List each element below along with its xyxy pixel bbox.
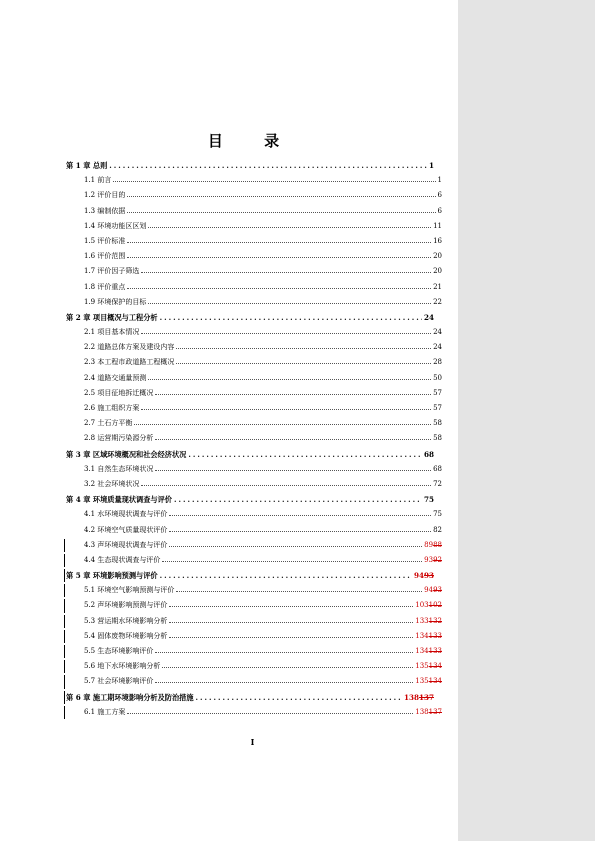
toc-dot-leader: [155, 647, 413, 653]
toc-section-entry[interactable]: [66, 431, 442, 446]
toc-page-number: 57: [433, 388, 442, 397]
inserted-page-number: 135: [415, 662, 429, 671]
toc-section-entry[interactable]: [66, 234, 442, 249]
toc-page-number: 24: [433, 328, 442, 337]
toc-entry-label: 1.8 评价重点: [84, 282, 126, 291]
toc-page-number: 58: [433, 419, 442, 428]
toc-chapter-entry[interactable]: [66, 158, 442, 173]
inserted-page-number: 94: [424, 586, 434, 595]
toc-entry-label: 第 2 章 项目概况与工程分析: [66, 312, 158, 322]
toc-section-entry[interactable]: [66, 249, 442, 264]
toc-section-entry[interactable]: [66, 264, 442, 279]
toc-entry-label: 1.7 评价因子筛选: [84, 267, 140, 276]
toc-dot-leader: [127, 708, 413, 714]
toc-dot-leader: [196, 690, 402, 705]
toc-page-number: 20: [433, 252, 442, 261]
toc-entry-label: 5.1 环境空气影响预测与评价: [84, 586, 175, 595]
toc-page-number: 68: [433, 464, 442, 473]
toc-section-entry[interactable]: [66, 538, 442, 553]
toc-dot-leader: [162, 662, 413, 668]
toc-entry-label: 4.2 环境空气质量现状评价: [84, 525, 168, 534]
toc-entry-label: 1.2 评价目的: [84, 191, 126, 200]
toc-page-number: 24: [433, 343, 442, 352]
toc-entry-label: 5.7 社会环境影响评价: [84, 677, 154, 686]
toc-entry-label: 1.9 环境保护的目标: [84, 297, 147, 306]
toc-page-number: [415, 674, 442, 689]
toc-entry-label: 4.1 水环境现状调查与评价: [84, 510, 168, 519]
toc-chapter-entry[interactable]: [66, 447, 442, 462]
toc-page-number: [414, 568, 442, 583]
toc-page-number: 82: [433, 525, 442, 534]
toc-dot-leader: [169, 541, 422, 547]
toc-page-number: 21: [433, 282, 442, 291]
toc-dot-leader: [109, 158, 427, 173]
toc-section-entry[interactable]: [66, 598, 442, 613]
toc-section-entry[interactable]: [66, 659, 442, 674]
toc-dot-leader: [176, 359, 431, 365]
toc-section-entry[interactable]: [66, 386, 442, 401]
toc-dot-leader: [113, 176, 435, 182]
toc-section-entry[interactable]: [66, 462, 442, 477]
toc-page-number: 75: [423, 495, 434, 505]
toc-page-number: 11: [433, 221, 442, 230]
toc-section-entry[interactable]: [66, 553, 442, 568]
toc-page-number: 50: [433, 373, 442, 382]
toc-page-number: [424, 538, 442, 553]
deleted-page-number: 137: [418, 692, 434, 702]
toc-page-number: [404, 690, 442, 705]
toc-dot-leader: [148, 374, 431, 380]
toc-entry-label: 2.4 道路交通量预测: [84, 373, 147, 382]
toc-dot-leader: [134, 419, 431, 425]
toc-dot-leader: [127, 283, 431, 289]
toc-dot-leader: [174, 492, 422, 507]
toc-entry-label: 5.4 固体废物环境影响分析: [84, 631, 168, 640]
toc-dot-leader: [155, 677, 413, 683]
toc-entry-label: 4.4 生态现状调查与评价: [84, 555, 161, 564]
inserted-page-number: 103: [415, 601, 429, 610]
toc-dot-leader: [148, 222, 431, 228]
inserted-page-number: 134: [415, 647, 429, 655]
toc-page-number: [415, 644, 442, 659]
toc-page-number: 20: [433, 267, 442, 276]
toc-dot-leader: [169, 510, 431, 516]
toc-dot-leader: [148, 298, 431, 304]
toc-section-entry[interactable]: [66, 295, 442, 310]
toc-section-entry[interactable]: [66, 173, 442, 188]
toc-entry-label: 1.4 环境功能区区划: [84, 221, 147, 230]
toc-section-entry[interactable]: [66, 371, 442, 386]
toc-entry-label: 3.1 自然生态环境状况: [84, 464, 154, 473]
deleted-page-number: 93: [433, 586, 442, 595]
toc-entry-label: 1.5 评价标准: [84, 236, 126, 245]
toc-dot-leader: [127, 191, 435, 197]
toc-section-entry[interactable]: [66, 355, 442, 370]
toc-page-number: 6: [437, 191, 442, 200]
toc-dot-leader: [141, 404, 431, 410]
toc-section-entry[interactable]: [66, 325, 442, 340]
inserted-page-number: 133: [415, 616, 429, 625]
toc-entry-label: 2.3 本工程市政道路工程概况: [84, 358, 175, 367]
toc-entry-label: 2.2 道路总体方案及建设内容: [84, 343, 175, 352]
toc-entry-label: 2.1 项目基本情况: [84, 328, 140, 337]
toc-entry-label: 第 1 章 总则: [66, 161, 108, 170]
toc-entry-label: 2.6 施工组织方案: [84, 404, 140, 412]
toc-section-entry[interactable]: [66, 644, 442, 659]
toc-chapter-entry[interactable]: [66, 310, 442, 325]
toc-title: 目 录: [207, 132, 298, 150]
toc-chapter-entry[interactable]: [66, 492, 442, 507]
toc-dot-leader: [160, 310, 422, 325]
deleted-page-number: 102: [428, 601, 442, 610]
toc-entry-label: 6.1 施工方案: [84, 707, 126, 716]
toc-entry-label: 5.5 生态环境影响评价: [84, 647, 154, 655]
toc-page-number: 16: [433, 236, 442, 245]
toc-entry-label: 4.3 声环境现状调查与评价: [84, 540, 168, 549]
toc-section-entry[interactable]: [66, 416, 442, 431]
inserted-page-number: 138: [403, 692, 419, 702]
toc-chapter-entry[interactable]: [66, 690, 442, 705]
toc-dot-leader: [155, 434, 431, 440]
toc-dot-leader: [169, 617, 413, 623]
toc-page-number: 1: [428, 161, 434, 170]
toc-dot-leader: [169, 632, 413, 638]
deleted-page-number: 137: [428, 707, 442, 716]
toc-entry-label: 3.2 社会环境状况: [84, 479, 140, 488]
toc-dot-leader: [127, 237, 431, 243]
deleted-page-number: 133: [428, 647, 442, 655]
toc-section-entry[interactable]: [66, 507, 442, 522]
inserted-page-number: 94: [413, 571, 424, 581]
toc-page-number: 72: [433, 479, 442, 488]
toc-entry-label: 第 3 章 区域环境概况和社会经济状况: [66, 449, 187, 459]
toc-page-number: 22: [433, 297, 442, 306]
toc-section-entry[interactable]: [66, 629, 442, 644]
toc-entry-label: 5.3 营运期水环境影响分析: [84, 616, 168, 625]
toc-page-number: 6: [437, 206, 442, 215]
toc-section-entry[interactable]: [66, 401, 442, 416]
toc-section-entry[interactable]: [66, 614, 442, 629]
toc-section-entry[interactable]: [66, 477, 442, 492]
toc-entry-label: 1.6 评价范围: [84, 252, 126, 261]
toc-dot-leader: [155, 389, 431, 395]
toc-page-number: 75: [433, 510, 442, 519]
toc-dot-leader: [169, 602, 413, 608]
toc-page-number: 1: [437, 176, 442, 185]
page-number-footer: I: [250, 737, 255, 747]
toc-page-number: 28: [433, 358, 442, 367]
toc-section-entry[interactable]: [66, 340, 442, 355]
deleted-page-number: 93: [423, 571, 434, 581]
toc-page-number: 57: [433, 404, 442, 412]
toc-entry-label: 第 5 章 环境影响预测与评价: [66, 571, 158, 581]
toc-entry-label: 2.8 运营期污染源分析: [84, 434, 154, 443]
toc-dot-leader: [162, 556, 422, 562]
toc-page-number: [415, 598, 442, 613]
toc-section-entry[interactable]: [66, 583, 442, 598]
toc-chapter-entry[interactable]: [66, 568, 442, 583]
deleted-page-number: 134: [428, 662, 442, 671]
toc-section-entry[interactable]: [66, 280, 442, 295]
toc-dot-leader: [141, 328, 431, 334]
toc-dot-leader: [160, 568, 412, 583]
toc-entry-label: 2.7 土石方平衡: [84, 419, 133, 428]
toc-section-entry[interactable]: [66, 188, 442, 203]
toc-entry-label: 1.3 编制依据: [84, 206, 126, 215]
inserted-page-number: 138: [415, 707, 429, 716]
toc-page-number: 24: [423, 312, 434, 322]
toc-entry-label: 1.1 前言: [84, 176, 112, 185]
toc-section-entry[interactable]: [66, 674, 442, 689]
table-of-contents: [66, 158, 442, 720]
toc-dot-leader: [176, 343, 431, 349]
toc-entry-label: 5.6 地下水环境影响分析: [84, 662, 161, 671]
toc-dot-leader: [176, 586, 422, 592]
toc-entry-label: 第 6 章 施工期环境影响分析及防治措施: [66, 692, 194, 702]
deleted-page-number: 92: [433, 555, 442, 564]
inserted-page-number: 89: [424, 540, 434, 549]
toc-entry-label: 5.2 声环境影响预测与评价: [84, 601, 168, 610]
deleted-page-number: 132: [428, 616, 442, 625]
toc-dot-leader: [141, 480, 431, 486]
deleted-page-number: 133: [428, 631, 442, 640]
inserted-page-number: 93: [424, 555, 434, 564]
toc-page-number: [424, 553, 442, 568]
inserted-page-number: 135: [415, 677, 429, 686]
toc-page-number: [415, 659, 442, 674]
toc-section-entry[interactable]: [66, 523, 442, 538]
comment-margin-pane: [458, 0, 595, 841]
toc-entry-label: 第 4 章 环境质量现状调查与评价: [66, 495, 172, 505]
toc-dot-leader: [127, 252, 431, 258]
toc-dot-leader: [141, 267, 431, 273]
toc-page-number: [415, 705, 442, 720]
toc-section-entry[interactable]: [66, 705, 442, 720]
toc-page-number: [424, 583, 442, 598]
toc-page-number: [415, 629, 442, 644]
toc-section-entry[interactable]: [66, 204, 442, 219]
inserted-page-number: 134: [415, 631, 429, 640]
toc-dot-leader: [188, 447, 422, 462]
toc-dot-leader: [169, 526, 431, 532]
toc-dot-leader: [127, 207, 435, 213]
toc-page-number: 58: [433, 434, 442, 443]
toc-dot-leader: [155, 465, 431, 471]
toc-page-number: 68: [423, 449, 434, 459]
deleted-page-number: 88: [433, 540, 442, 549]
deleted-page-number: 134: [428, 677, 442, 686]
toc-page-number: [415, 614, 442, 629]
toc-section-entry[interactable]: [66, 219, 442, 234]
toc-entry-label: 2.5 项目征地拆迁概况: [84, 388, 154, 397]
